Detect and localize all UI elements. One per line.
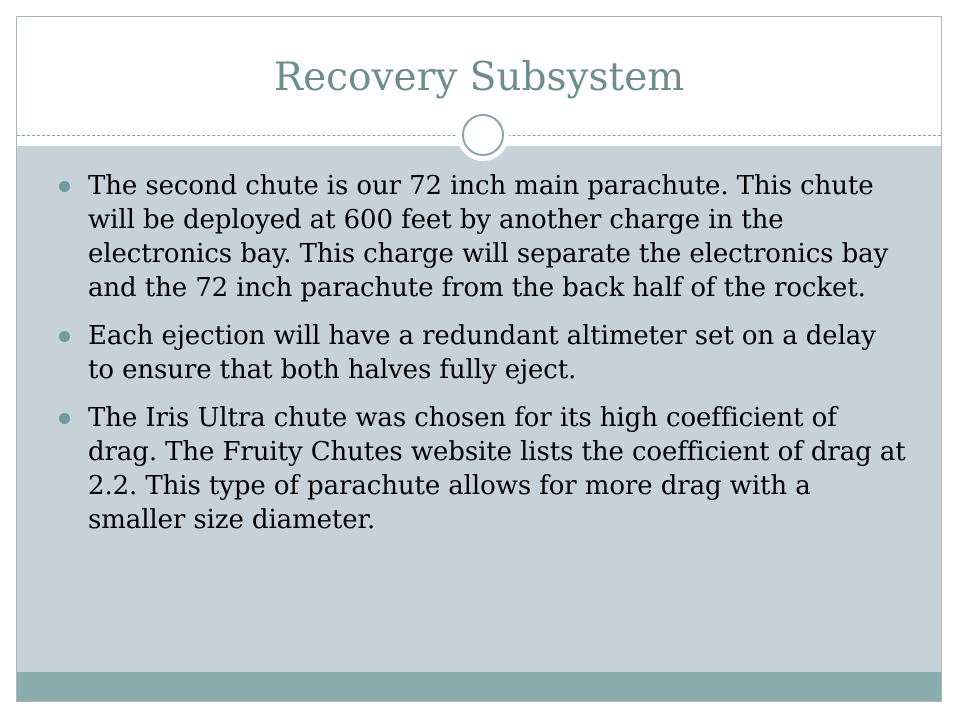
slide: [16, 16, 942, 702]
bullet-list: [57, 169, 907, 551]
bullet-text: Each ejection will have a redundant altimeter set on a delay to ensure that both halves fully eject.: [88, 321, 876, 385]
circle-ring-inner: [462, 114, 504, 156]
bullet-item: [57, 169, 907, 305]
circle-ring-icon: [457, 109, 509, 161]
round-bullet-icon: [59, 181, 70, 192]
bullet-item: [57, 319, 907, 387]
bullet-text: The Iris Ultra chute was chosen for its high coefficient of drag. The Fruity Chutes website lists the coefficient of drag at 2.2. This type of parachute allows for more drag with a smaller size diameter.: [88, 403, 906, 535]
round-bullet-icon: [59, 331, 70, 342]
bullet-item: [57, 401, 907, 537]
footer-bar: [17, 672, 941, 701]
bullet-text: The second chute is our 72 inch main parachute. This chute will be deployed at 600 feet by another charge in the electronics bay. This charge will separate the electronics bay and the 72 inch parachute from the back half of the rocket.: [88, 171, 889, 303]
slide-title: Recovery Subsystem: [273, 55, 685, 100]
round-bullet-icon: [59, 413, 70, 424]
